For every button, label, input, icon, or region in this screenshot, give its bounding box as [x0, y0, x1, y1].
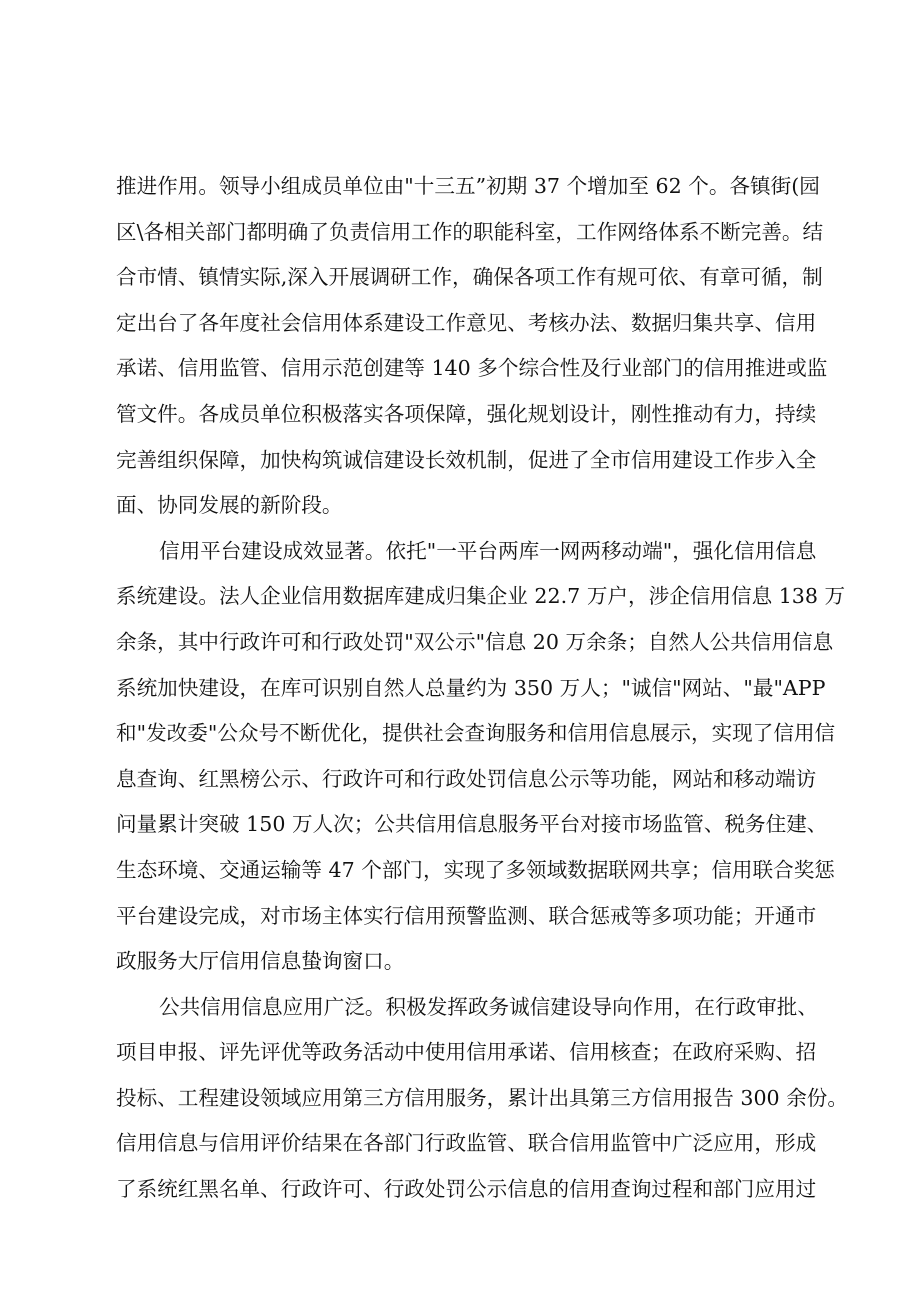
text-line: 系统加快建设，在库可识别自然人总量约为 350 万人；"诚信"网站、"最"APP	[116, 675, 826, 700]
text-line: 系统建设。法人企业信用数据库建成归集企业 22.7 万户，涉企信用信息 138 万	[116, 584, 846, 609]
text-line: 信用平台建设成效显著。依托"一平台两库一网两移动端"，强化信用信息	[159, 538, 817, 563]
text-line: 完善组织保障，加快构筑诚信建设长效机制，促进了全市信用建设工作步入全	[116, 447, 817, 472]
text-line: 定出台了各年度社会信用体系建设工作意见、考核办法、数据归集共享、信用	[116, 310, 817, 335]
paragraph-credit-application	[116, 985, 848, 1213]
paragraph-credit-platform	[116, 529, 846, 985]
text-line: 公共信用信息应用广泛。积极发挥政务诚信建设导向作用，在行政审批、	[159, 994, 818, 1019]
text-line: 信用信息与信用评价结果在各部门行政监管、联合信用监管中广泛应用，形成	[116, 1131, 817, 1156]
text-line: 投标、工程建设领域应用第三方信用服务，累计出具第三方信用报告 300 余份。	[116, 1085, 848, 1110]
text-line: 问量累计突破 150 万人次；公共信用信息服务平台对接市场监管、税务住建、	[116, 812, 828, 837]
text-line: 政服务大厅信用信息蛰询窗口。	[116, 949, 405, 974]
document-body	[116, 164, 848, 1213]
text-line: 和"发改委"公众号不断优化，提供社会查询服务和信用信息展示，实现了信用信	[116, 721, 836, 746]
text-line: 面、协同发展的新阶段。	[116, 493, 343, 518]
text-line: 合市情、镇情实际,深入开展调研工作，确保各项工作有规可依、有章可循，制	[116, 265, 823, 290]
text-line: 项目申报、评先评优等政务活动中使用信用承诺、信用核查；在政府采购、招	[116, 1040, 817, 1065]
text-line: 余条，其中行政许可和行政处罚"双公示"信息 20 万余条；自然人公共信用信息	[116, 629, 834, 654]
text-line: 承诺、信用监管、信用示范创建等 140 多个综合性及行业部门的信用推进或监	[116, 356, 828, 381]
text-line: 管文件。各成员单位积极落实各项保障，强化规划设计，刚性推动有力，持续	[116, 401, 817, 426]
text-line: 生态环境、交通运输等 47 个部门，实现了多领域数据联网共享；信用联合奖惩	[116, 857, 835, 882]
text-line: 息查询、红黑榜公示、行政许可和行政处罚信息公示等功能，网站和移动端访	[116, 766, 817, 791]
text-line: 了系统红黑名单、行政许可、行政处罚公示信息的信用查询过程和部门应用过	[116, 1177, 817, 1202]
text-line: 推进作用。领导小组成员单位由"十三五”初期 37 个增加至 62 个。各镇街(园	[116, 174, 820, 198]
paragraph-leadership	[116, 164, 828, 529]
text-line: 区\各相关部门都明确了负责信用工作的职能科室，工作网络体系不断完善。结	[116, 219, 824, 244]
text-line: 平台建设完成，对市场主体实行信用预警监测、联合惩戒等多项功能；开通市	[116, 903, 817, 928]
